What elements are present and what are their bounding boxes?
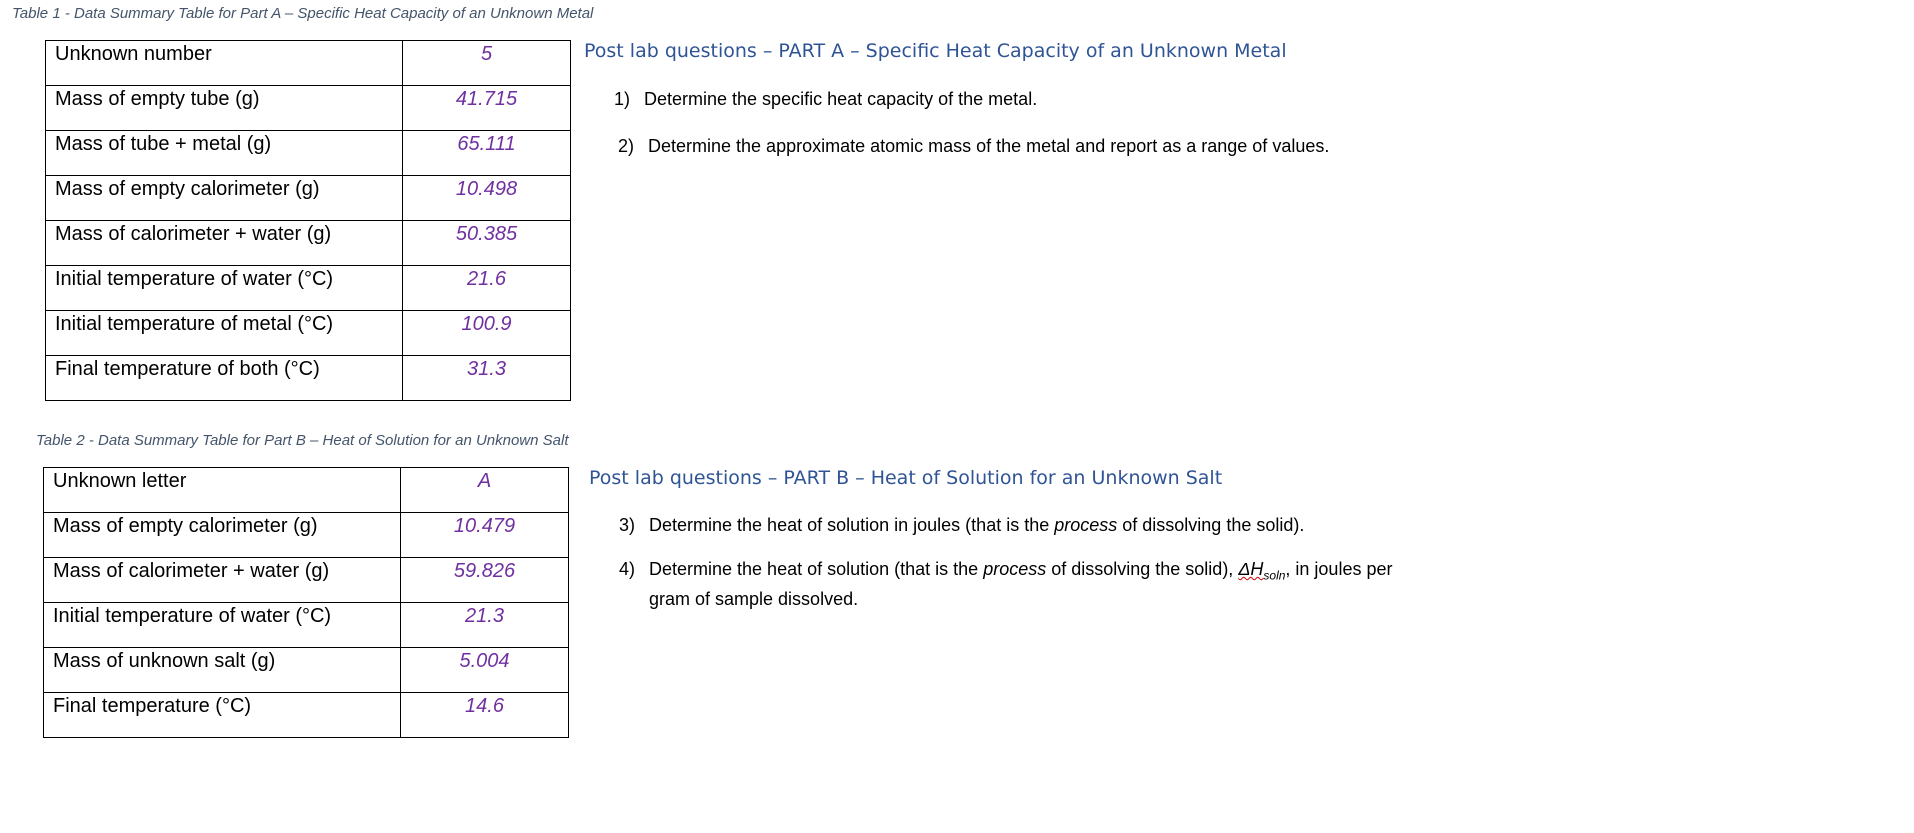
question-3-text-part2: of dissolving the solid). bbox=[1117, 515, 1305, 535]
question-3-emphasis: process bbox=[1054, 515, 1118, 535]
table-row bbox=[44, 468, 569, 513]
row-value: 41.715 bbox=[403, 86, 571, 131]
part-a-heading: Post lab questions – PART A – Specific Heat Capacity of an Unknown Metal bbox=[584, 40, 1287, 62]
row-value: 100.9 bbox=[403, 311, 571, 356]
question-2-number: 2) bbox=[618, 136, 635, 156]
row-label: Initial temperature of water (°C) bbox=[44, 603, 401, 648]
row-value: 5.004 bbox=[401, 648, 569, 693]
question-3-text-part1: Determine the heat of solution in joules (that is the bbox=[649, 515, 1055, 535]
row-label: Unknown number bbox=[46, 41, 403, 86]
row-label: Initial temperature of water (°C) bbox=[46, 266, 403, 311]
question-4-text-part3: , in joules per bbox=[1285, 559, 1393, 579]
question-4-text-part1: Determine the heat of solution (that is the bbox=[649, 559, 984, 579]
row-value: A bbox=[401, 468, 569, 513]
question-4-number: 4) bbox=[619, 559, 636, 579]
row-value: 14.6 bbox=[401, 693, 569, 738]
row-value: 65.111 bbox=[403, 131, 571, 176]
delta-h-symbol bbox=[1238, 559, 1286, 583]
row-label: Unknown letter bbox=[44, 468, 401, 513]
table-row bbox=[44, 513, 569, 558]
row-value: 21.3 bbox=[401, 603, 569, 648]
question-4-text bbox=[649, 558, 1392, 611]
row-label: Mass of empty calorimeter (g) bbox=[44, 513, 401, 558]
table-row bbox=[46, 86, 571, 131]
question-1 bbox=[614, 88, 1037, 111]
row-label: Mass of tube + metal (g) bbox=[46, 131, 403, 176]
table-row bbox=[46, 176, 571, 221]
table-row bbox=[46, 221, 571, 266]
row-label: Mass of calorimeter + water (g) bbox=[44, 558, 401, 603]
question-4-text-line2: gram of sample dissolved. bbox=[649, 588, 859, 609]
question-4 bbox=[619, 558, 1392, 611]
row-label: Initial temperature of metal (°C) bbox=[46, 311, 403, 356]
row-value: 59.826 bbox=[401, 558, 569, 603]
row-label: Final temperature (°C) bbox=[44, 693, 401, 738]
table2 bbox=[43, 467, 569, 738]
question-3-text bbox=[649, 514, 1304, 537]
part-b-heading: Post lab questions – PART B – Heat of Solution for an Unknown Salt bbox=[589, 467, 1223, 489]
question-2-text: Determine the approximate atomic mass of the metal and report as a range of values. bbox=[648, 136, 1330, 156]
row-value: 10.479 bbox=[401, 513, 569, 558]
table1-caption: Table 1 - Data Summary Table for Part A – Specific Heat Capacity of an Unknown Metal bbox=[12, 5, 594, 22]
table-row bbox=[46, 41, 571, 86]
row-value: 5 bbox=[403, 41, 571, 86]
table-row bbox=[44, 558, 569, 603]
question-1-number: 1) bbox=[614, 89, 631, 109]
table-row bbox=[44, 603, 569, 648]
delta-h-subscript: soln bbox=[1263, 568, 1286, 583]
table-row bbox=[46, 131, 571, 176]
question-2 bbox=[618, 135, 1329, 158]
row-label: Mass of unknown salt (g) bbox=[44, 648, 401, 693]
question-3-number: 3) bbox=[619, 515, 636, 535]
table1 bbox=[45, 40, 571, 401]
table2-caption: Table 2 - Data Summary Table for Part B – Heat of Solution for an Unknown Salt bbox=[36, 432, 569, 449]
row-value: 50.385 bbox=[403, 221, 571, 266]
row-label: Mass of empty tube (g) bbox=[46, 86, 403, 131]
row-value: 10.498 bbox=[403, 176, 571, 221]
question-1-text: Determine the specific heat capacity of the metal. bbox=[644, 89, 1038, 109]
row-label: Mass of calorimeter + water (g) bbox=[46, 221, 403, 266]
question-4-emphasis: process bbox=[983, 559, 1047, 579]
row-label: Final temperature of both (°C) bbox=[46, 356, 403, 401]
table-row bbox=[44, 693, 569, 738]
table-row bbox=[44, 648, 569, 693]
row-value: 21.6 bbox=[403, 266, 571, 311]
row-value: 31.3 bbox=[403, 356, 571, 401]
table-row bbox=[46, 311, 571, 356]
row-label: Mass of empty calorimeter (g) bbox=[46, 176, 403, 221]
table-row bbox=[46, 266, 571, 311]
delta-h-letter: ΔH bbox=[1238, 559, 1264, 579]
table-row bbox=[46, 356, 571, 401]
question-3 bbox=[619, 514, 1304, 537]
question-4-text-part2: of dissolving the solid), bbox=[1046, 559, 1239, 579]
